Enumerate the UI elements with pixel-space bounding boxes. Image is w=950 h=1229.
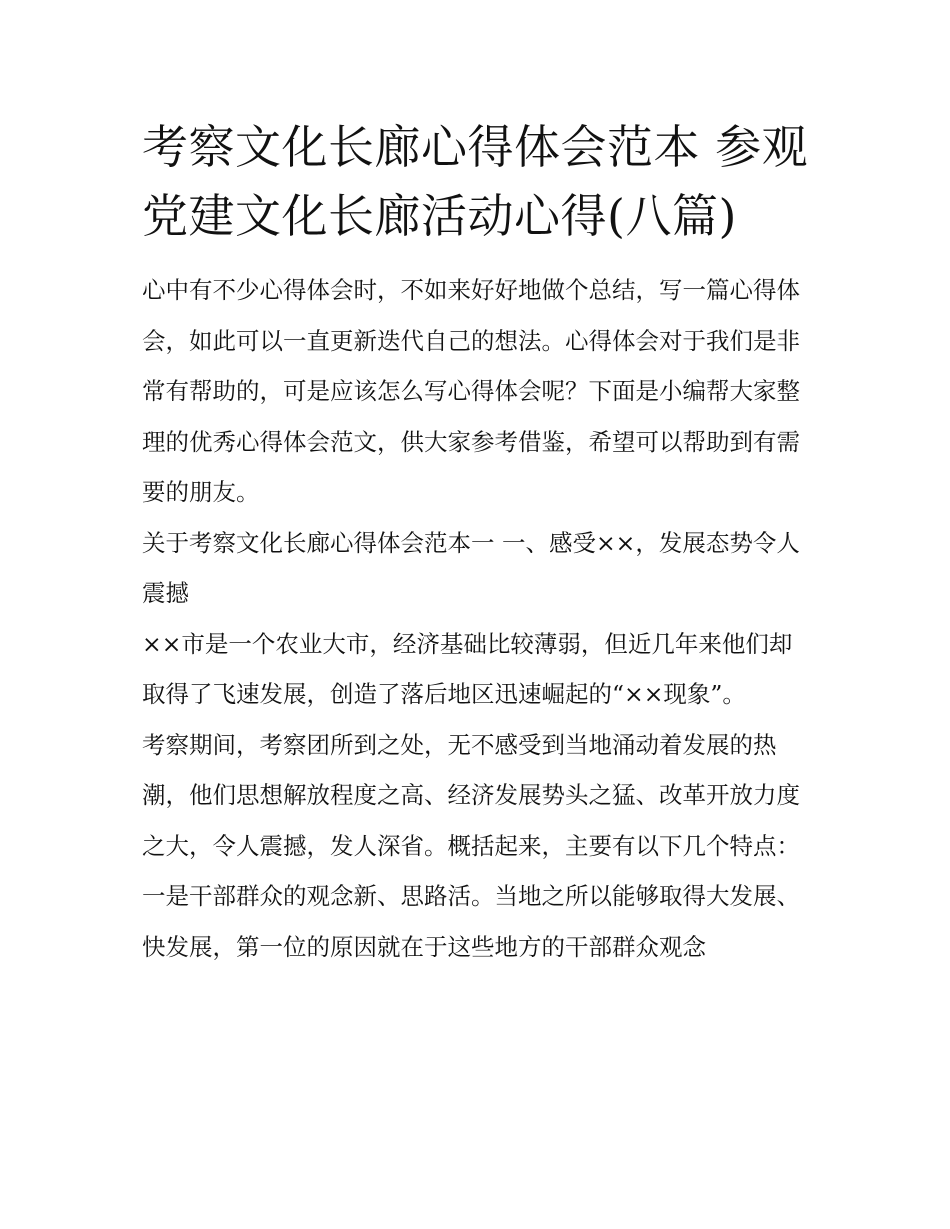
paragraph-intro: 心中有不少心得体会时，不如来好好地做个总结，写一篇心得体会，如此可以一直更新迭代自己的想法。心得体会对于我们是非常有帮助的，可是应该怎么写心得体会呢？下面是小编帮大家整理的优秀心得体会范文，供大家参考借鉴，希望可以帮助到有需要的朋友。 [142,276,800,506]
document-body [142,113,814,972]
paragraph-city-overview: ××市是一个农业大市，经济基础比较薄弱，但近几年来他们却取得了飞速发展，创造了落后地区迅速崛起的“××现象”。 [142,629,793,708]
document-title: 考察文化长廊心得体会范本 参观党建文化长廊活动心得(八篇) [142,120,809,243]
paragraph-inspection-impressions: 考察期间，考察团所到之处，无不感受到当地涌动着发展的热潮，他们思想解放程度之高、经济发展势头之猛、改革开放力度之大，令人震撼，发人深省。概括起来，主要有以下几个特点： [142,730,800,860]
paragraph-point-one: 一是干部群众的观念新、思路活。当地之所以能够取得大发展、快发展，第一位的原因就在于这些地方的干部群众观念 [142,882,800,961]
paragraph-section-heading: 关于考察文化长廊心得体会范本一 一、感受××，发展态势令人震撼 [142,528,800,607]
